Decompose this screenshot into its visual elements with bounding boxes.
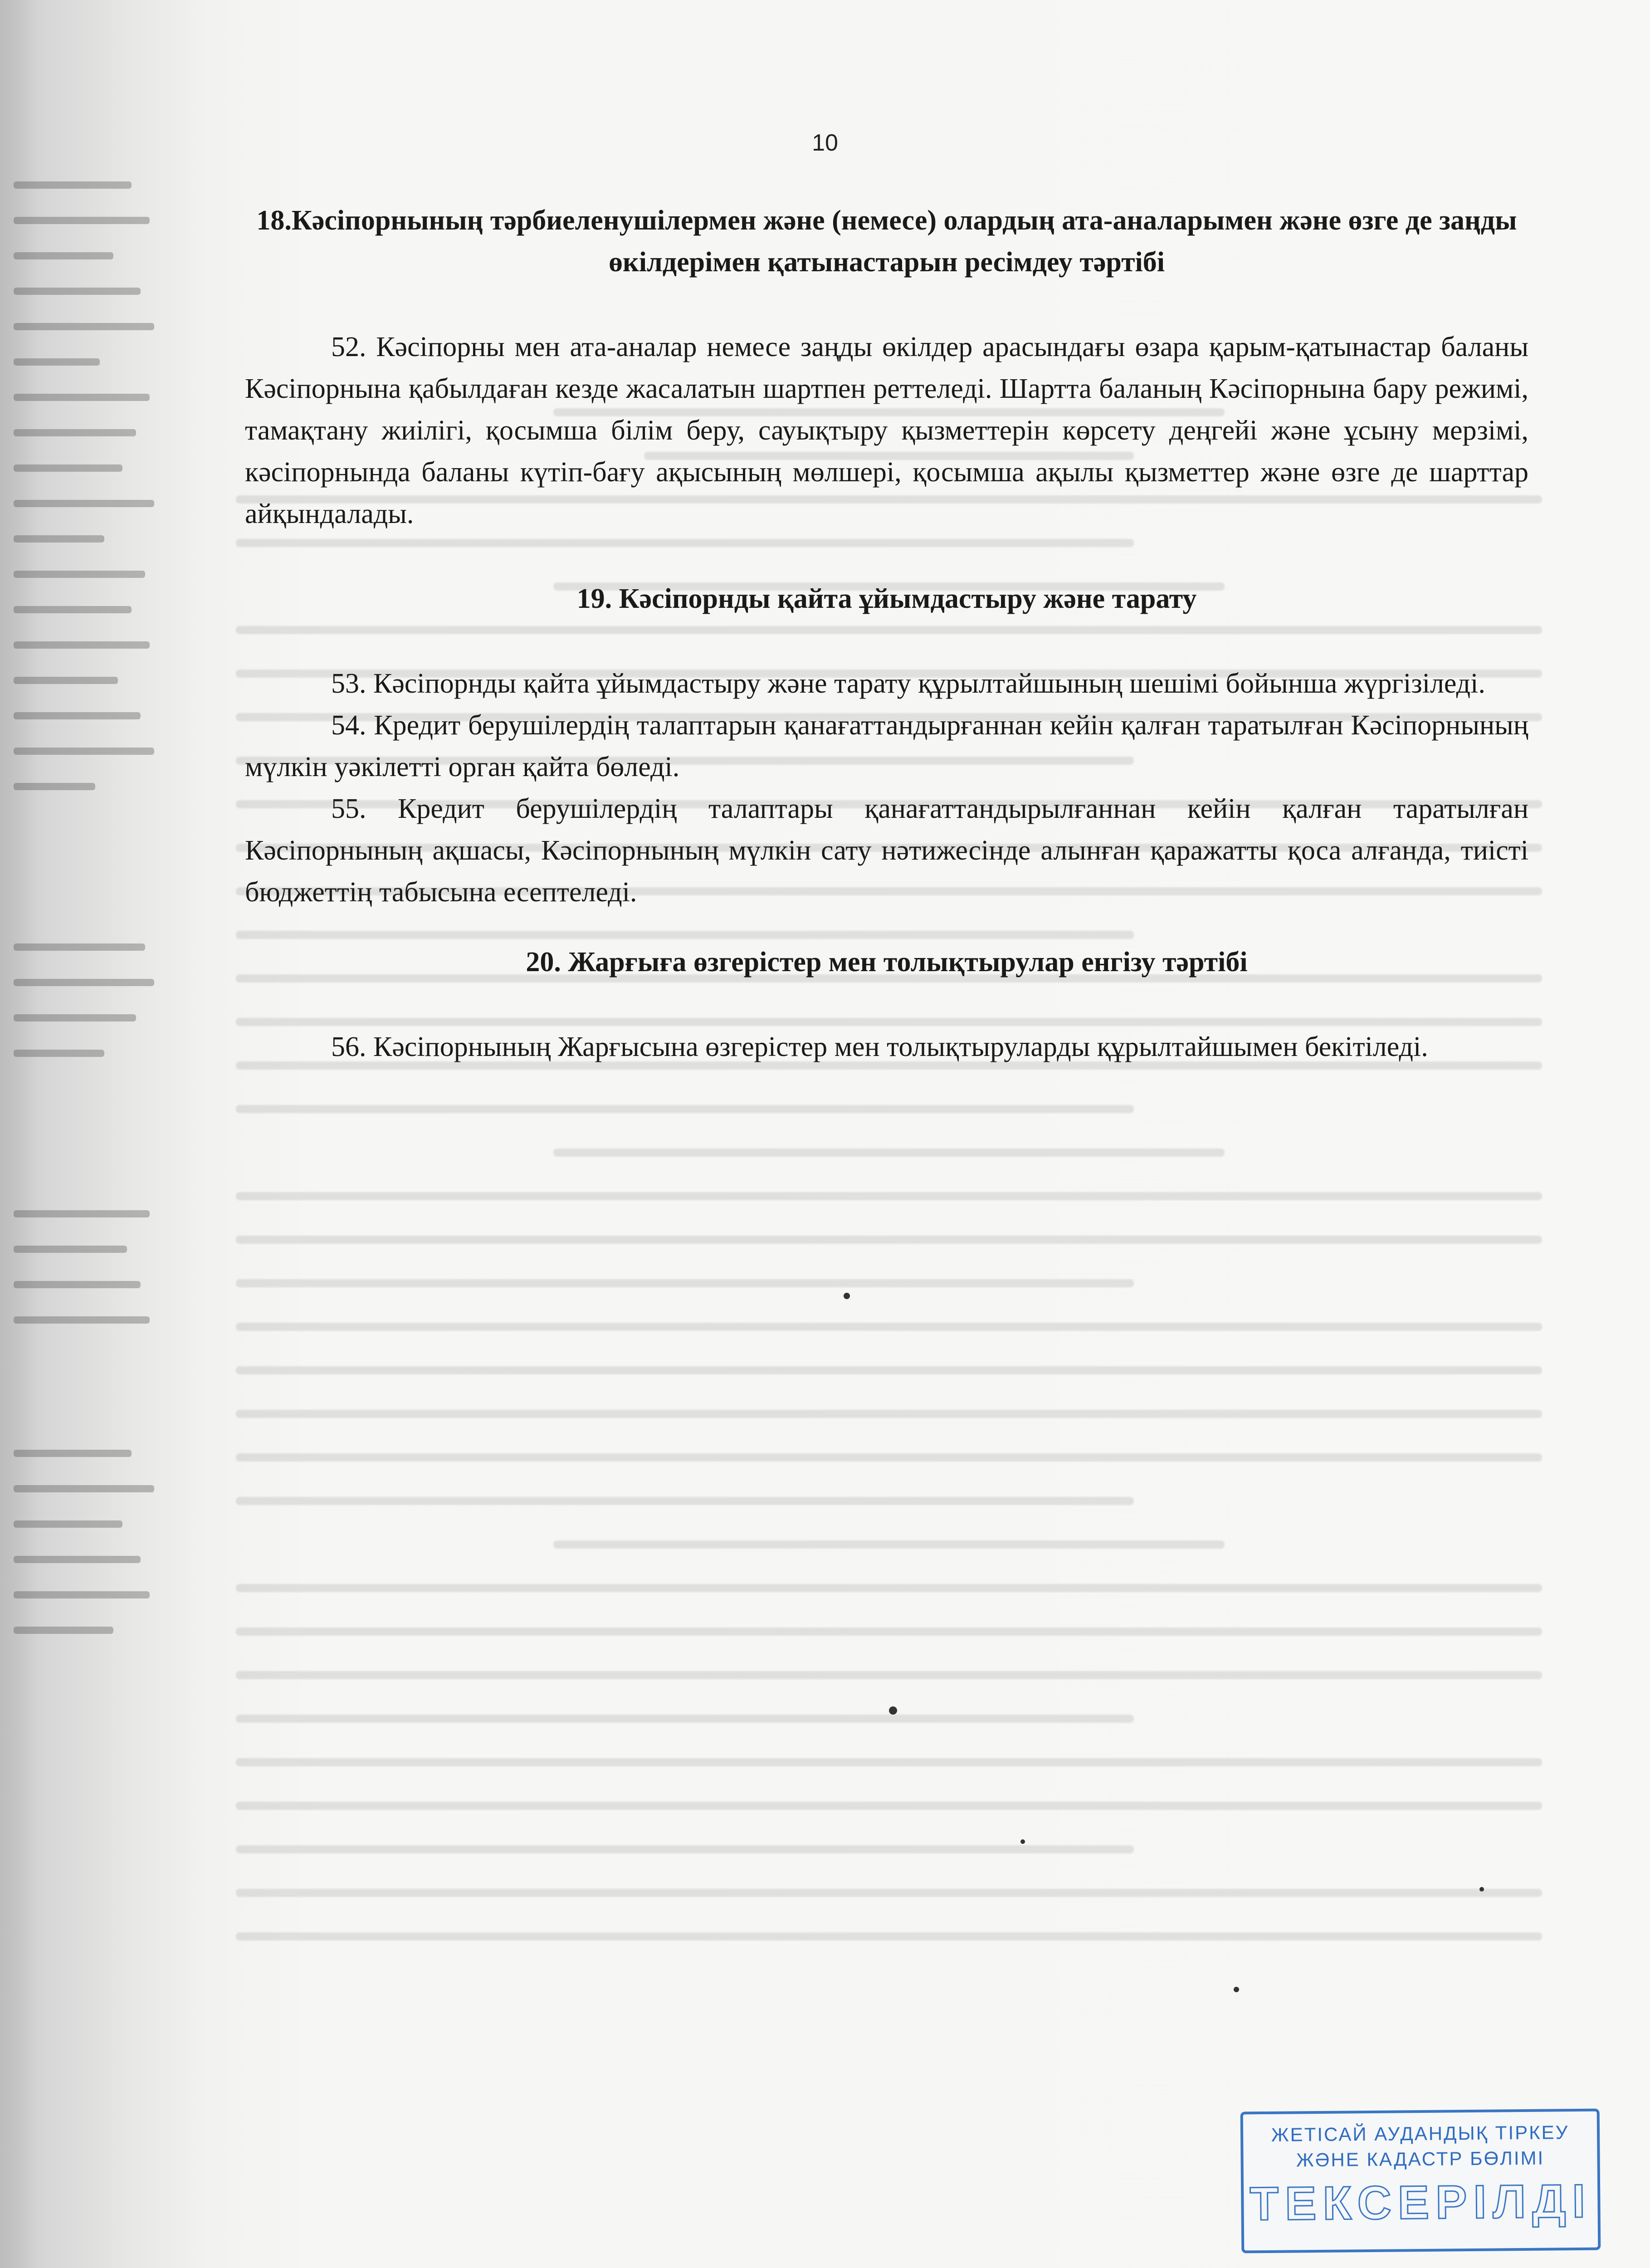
paragraph-54: 54. Кредит берушілердің талаптарын қанағаттандырғаннан кейін қалған таратылған Кәсіпорнының мүлкін уәкілетті орган қайта бөледі.	[245, 710, 1528, 782]
paragraph-53: 53. Кәсіпорнды қайта ұйымдастыру және тарату құрылтайшының шешімі бойынша жүргізіледі.	[331, 668, 1485, 699]
section-heading: 20. Жарғыға өзгерістер мен толықтырулар енгізу тәртібі	[526, 947, 1248, 978]
registration-stamp	[1240, 2109, 1601, 2253]
section-heading: 19. Кәсіпорнды қайта ұйымдастыру және тарату	[576, 583, 1197, 614]
scan-speck	[844, 1293, 850, 1299]
scan-speck	[889, 1706, 897, 1715]
stamp-line-1: ЖЕТІСАЙ АУДАНДЫҚ ТІРКЕУ	[1271, 2121, 1569, 2146]
paragraph-55: 55. Кредит берушілердің талаптары қанағаттандырылғаннан кейін қалған таратылған Кәсіпорнының ақшасы, Кәсіпорнының мүлкін сату нәтижесінде алынған қаражатты қоса алғанда, тиісті бюджеттің табысына есептеледі.	[245, 793, 1528, 908]
section-heading: 18.Кәсіпорнының тәрбиеленушілермен және (немесе) олардың ата-аналарымен және өзге де заңды өкілдерімен қатынастарын ресімдеу тәртібі	[256, 205, 1517, 278]
paragraph-56: 56. Кәсіпорнының Жарғысына өзгерістер мен толықтыруларды құрылтайшымен бекітіледі.	[331, 1031, 1428, 1062]
stamp-line-3: ТЕКСЕРІЛДІ	[1250, 2175, 1592, 2231]
stamp-line-2: ЖӘНЕ КАДАСТР БӨЛІМІ	[1296, 2147, 1545, 2171]
scan-speck	[1479, 1887, 1484, 1892]
scan-speck	[1234, 1987, 1239, 1992]
document-body	[245, 200, 1528, 1068]
page-number: 10	[812, 130, 838, 156]
paragraph-52: 52. Кәсіпорны мен ата-аналар немесе заңды өкілдер арасындағы өзара қарым-қатынастар баланы Кәсіпорнына қабылдаған кезде жасалатын шартпен реттеледі. Шартта баланың Кәсіпорнына бару режимі, тамақтану жиілігі, қосымша білім беру, сауықтыру қызметтерін көрсету деңгейі және ұсыну мерзімі, кәсіпорнында баланы күтіп-бағу ақысының мөлшері, қосымша ақылы қызметтер және өзге де шарттар айқындалады.	[245, 332, 1528, 529]
scan-speck	[1020, 1839, 1025, 1844]
adjacent-page-bleed	[14, 181, 168, 2087]
